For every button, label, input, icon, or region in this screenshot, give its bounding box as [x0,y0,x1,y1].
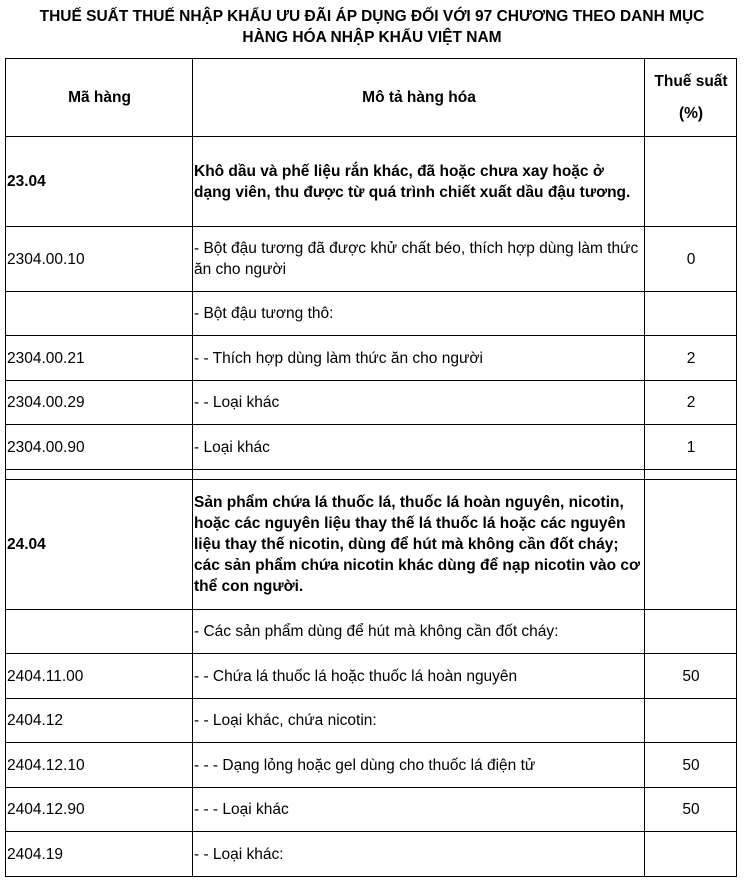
row-rate [645,480,737,610]
row-rate [645,137,737,227]
row-description: - Các sản phẩm dùng để hút mà không cần đốt cháy: [193,610,645,654]
row-description: Khô dầu và phế liệu rắn khác, đã hoặc chưa xay hoặc ở dạng viên, thu được từ quá trình chiết xuất dầu đậu tương. [193,137,645,227]
row-description: - Loại khác [193,425,645,470]
row-description: - - Loại khác [193,381,645,425]
row-description: - - Loại khác, chứa nicotin: [193,699,645,743]
row-code: 23.04 [6,137,193,227]
row-code [6,292,193,336]
table-row [6,788,737,832]
row-rate: 2 [645,381,737,425]
row-code: 2304.00.90 [6,425,193,470]
spacer-cell [193,470,645,480]
row-description: - - Thích hợp dùng làm thức ăn cho người [193,336,645,381]
table-row [6,381,737,425]
header-row [6,59,737,137]
row-rate: 50 [645,654,737,699]
row-code: 24.04 [6,480,193,610]
row-code: 2304.00.21 [6,336,193,381]
row-rate [645,699,737,743]
row-code: 2304.00.10 [6,227,193,292]
header-rate-unit: (%) [678,104,704,122]
row-code: 2404.19 [6,832,193,877]
row-rate: 50 [645,788,737,832]
table-row [6,480,737,610]
table-row [6,227,737,292]
table-row [6,292,737,336]
spacer-cell [645,470,737,480]
row-rate: 2 [645,336,737,381]
row-description: - Bột đậu tương thô: [193,292,645,336]
row-description: - - Loại khác: [193,832,645,877]
title-line-2: HÀNG HÓA NHẬP KHẨU VIỆT NAM [242,29,502,46]
row-description: - - - Dạng lỏng hoặc gel dùng cho thuốc lá điện tử [193,743,645,788]
row-code [6,610,193,654]
row-code: 2404.11.00 [6,654,193,699]
row-description: - - Chứa lá thuốc lá hoặc thuốc lá hoàn nguyên [193,654,645,699]
row-code: 2404.12 [6,699,193,743]
row-code: 2404.12.90 [6,788,193,832]
row-rate [645,292,737,336]
row-code: 2404.12.10 [6,743,193,788]
row-rate: 50 [645,743,737,788]
header-rate [645,59,737,137]
row-description: - - - Loại khác [193,788,645,832]
row-rate [645,610,737,654]
title-line-1: THUẾ SUẤT THUẾ NHẬP KHẨU ƯU ĐÃI ÁP DỤNG ĐỐI VỚI 97 CHƯƠNG THEO DANH MỤC [39,8,705,25]
row-rate [645,832,737,877]
document-title [0,6,744,48]
row-code: 2304.00.29 [6,381,193,425]
table-row [6,336,737,381]
header-rate-label: Thuế suất [654,72,728,90]
table-row [6,610,737,654]
table-row [6,654,737,699]
table-row [6,425,737,470]
tariff-table [5,58,737,877]
spacer-cell [6,470,193,480]
header-description: Mô tả hàng hóa [193,59,645,137]
table-row [6,137,737,227]
table-row [6,743,737,788]
table-row [6,832,737,877]
row-description: - Bột đậu tương đã được khử chất béo, thích hợp dùng làm thức ăn cho người [193,227,645,292]
spacer-row [6,470,737,480]
row-rate: 0 [645,227,737,292]
row-description: Sản phẩm chứa lá thuốc lá, thuốc lá hoàn nguyên, nicotin, hoặc các nguyên liệu thay thế lá thuốc lá hoặc các nguyên liệu thay thế nicotin, dùng để hút mà không cần đốt cháy; các sản phẩm chứa nicotin khác dùng để nạp nicotin vào cơ thể con người. [193,480,645,610]
row-rate: 1 [645,425,737,470]
header-code: Mã hàng [6,59,193,137]
table-row [6,699,737,743]
